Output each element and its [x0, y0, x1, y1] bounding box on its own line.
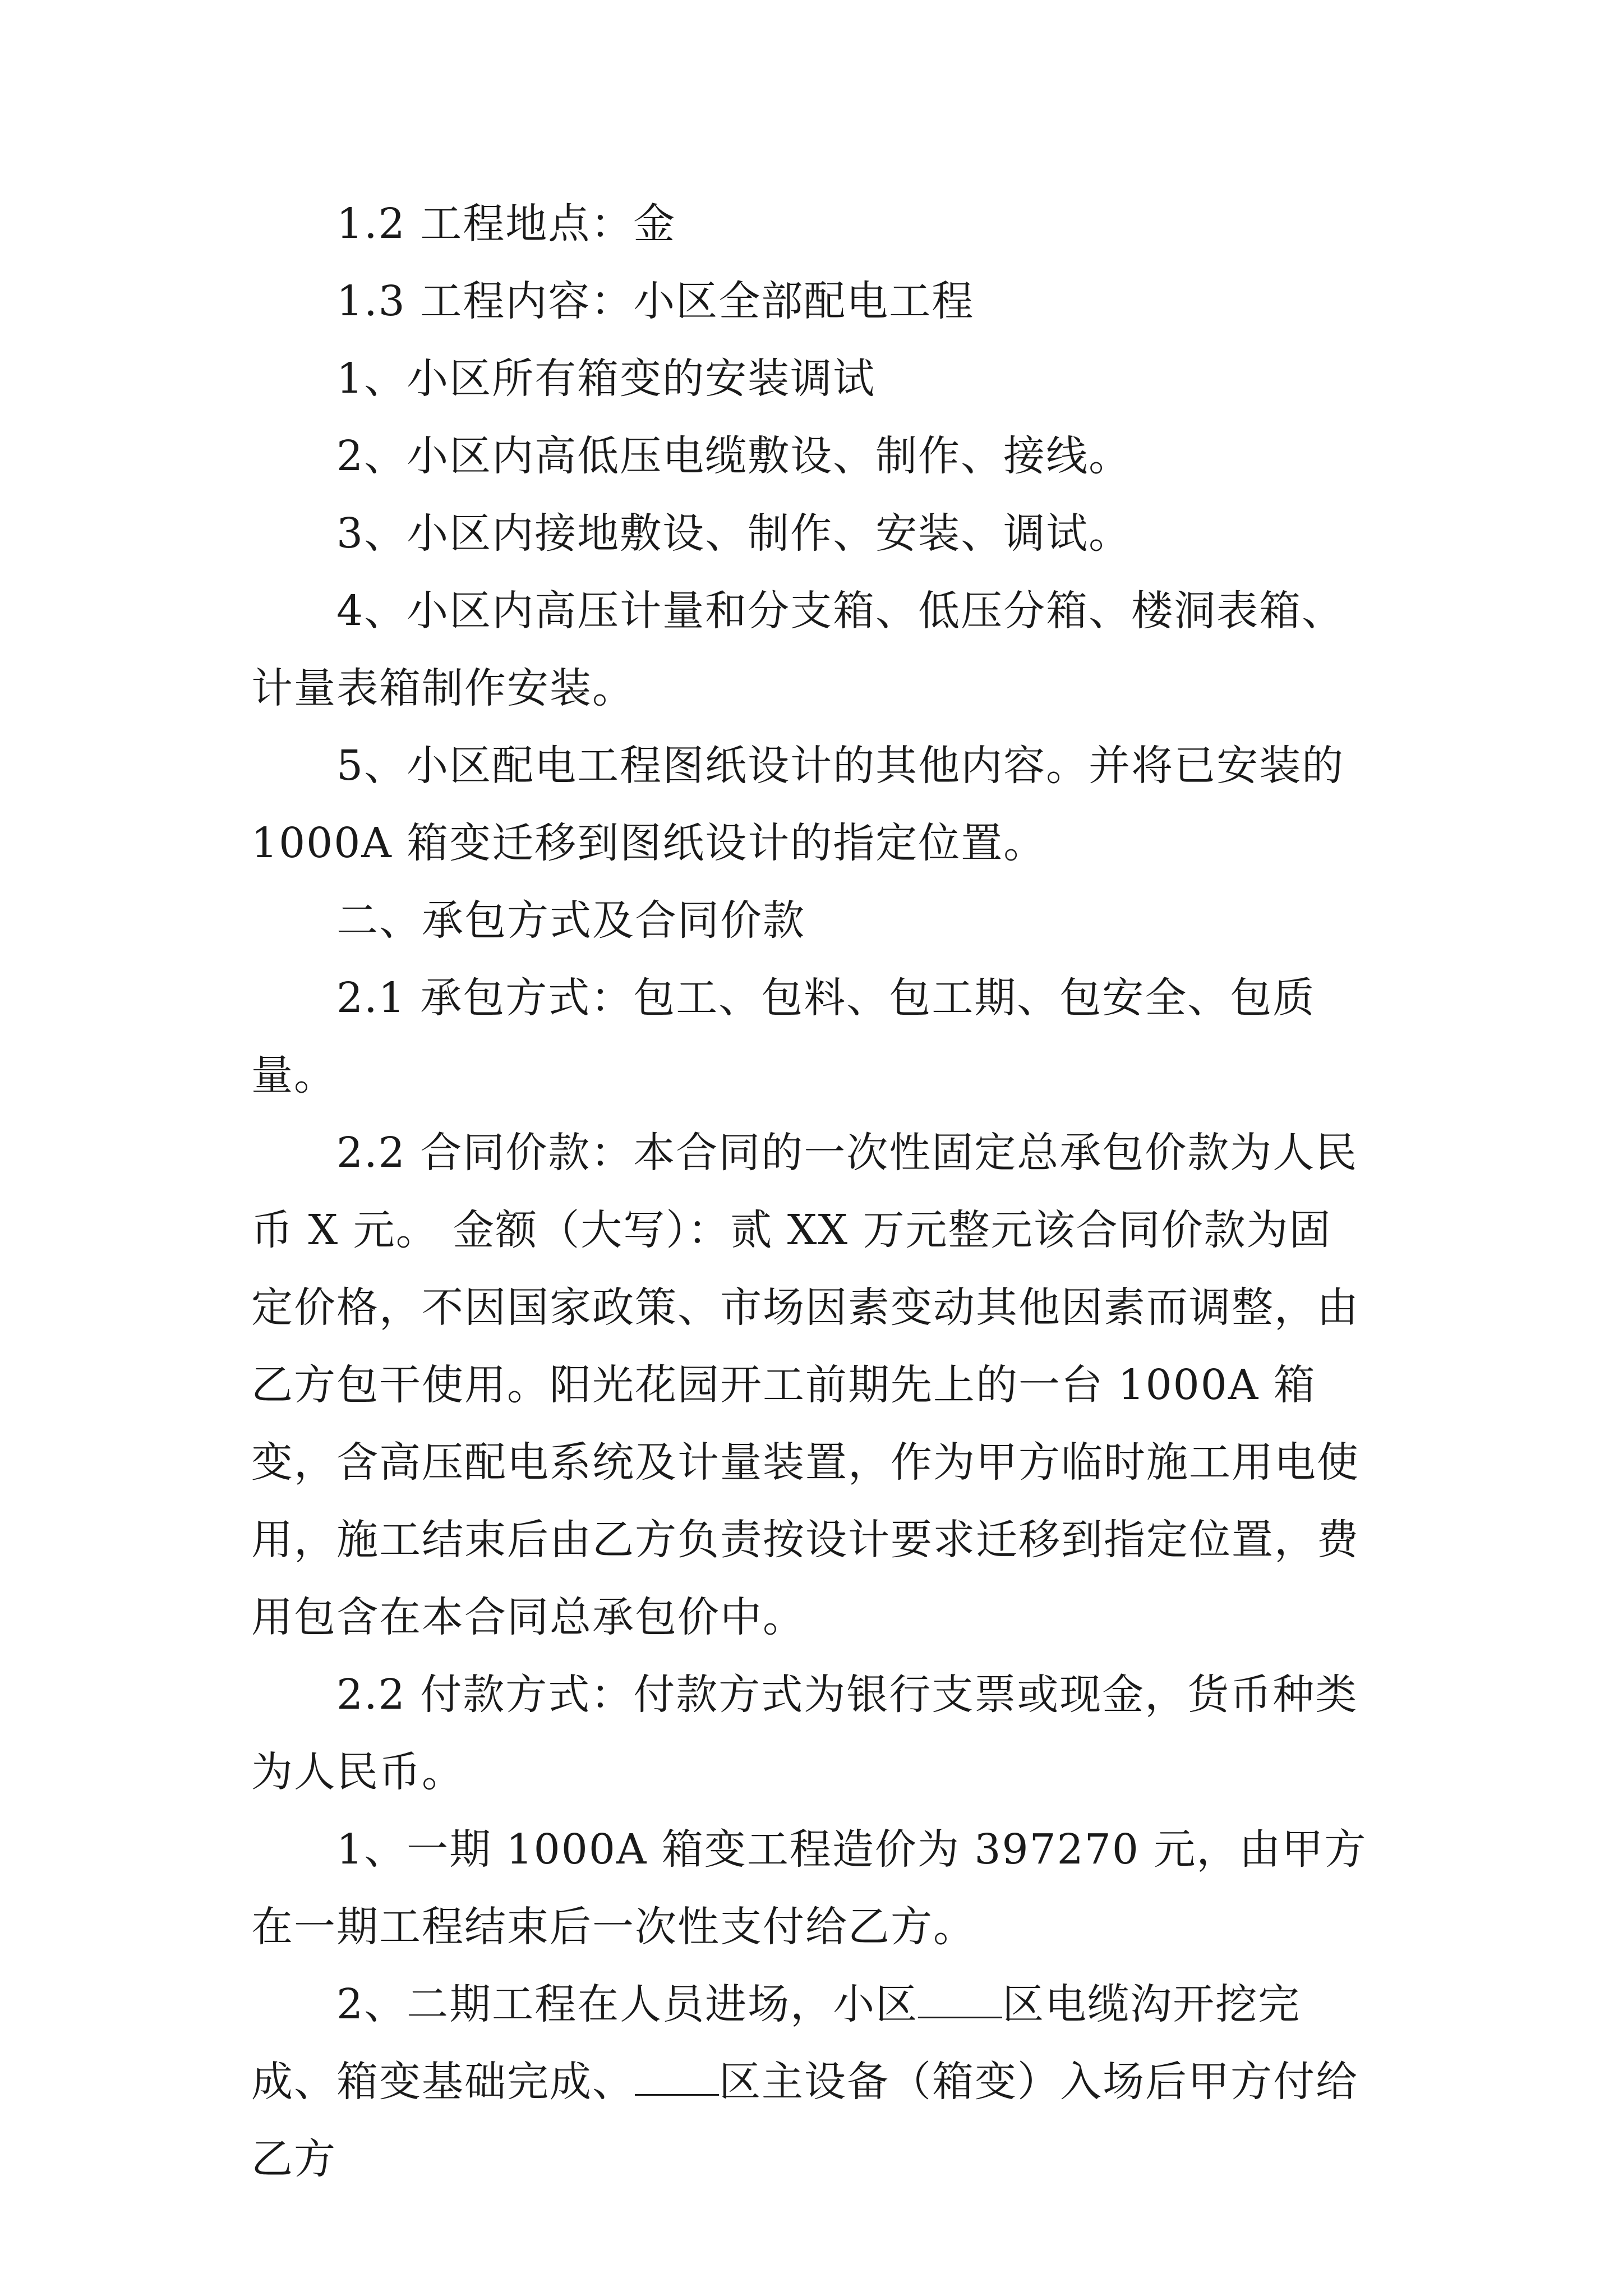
paragraph-item-1: 1、小区所有箱变的安装调试 — [336, 355, 876, 403]
phase-two-text-2: 区电缆沟开挖完成、箱变基础完成、 — [251, 1980, 1301, 2106]
paragraph-phase-one: 1、一期 1000A 箱变工程造价为 397270 元，由甲方在一期工程结束后一次性支付给乙方。 — [251, 1825, 1367, 1951]
paragraph-location: 1.2 工程地点：金 — [336, 200, 676, 248]
phase-two-text-1: 2、二期工程在人员进场，小区 — [336, 1980, 919, 2028]
paragraph-content: 1.3 工程内容：小区全部配电工程 — [336, 277, 975, 325]
paragraph-item-2: 2、小区内高低压电缆敷设、制作、接线。 — [336, 432, 1132, 480]
paragraph-item-5: 5、小区配电工程图纸设计的其他内容。并将已安装的1000A 箱变迁移到图纸设计的指定位置。 — [251, 742, 1345, 867]
section-heading-contract: 二、承包方式及合同价款 — [336, 896, 805, 945]
phase-two-text-3: 区主设备（箱变）入场后甲方付给乙方 — [251, 2058, 1358, 2183]
blank-field-1 — [918, 1979, 1002, 2018]
paragraph-phase-two — [251, 1966, 1373, 2198]
blank-field-2 — [635, 2056, 719, 2096]
document-body — [251, 185, 1373, 2198]
paragraph-contract-price: 2.2 合同价款：本合同的一次性固定总承包价款为人民币 X 元。 金额（大写）：贰 XX 万元整元该合同价款为固定价格，不因国家政策、市场因素变动其他因素而调整，由乙方包干使用。阳光花园开工前期先上的一台 1000A 箱变，含高压配电系统及计量装置，作为甲方临时施工用电使用，施工结束后由乙方负责按设计要求迁移到指定位置，费用包含在本合同总承包价中。 — [251, 1129, 1359, 1641]
paragraph-payment-method: 2.2 付款方式：付款方式为银行支票或现金，货币种类为人民币。 — [251, 1671, 1358, 1796]
paragraph-item-3: 3、小区内接地敷设、制作、安装、调试。 — [336, 509, 1132, 558]
paragraph-contract-method: 2.1 承包方式：包工、包料、包工期、包安全、包质量。 — [251, 974, 1316, 1099]
paragraph-item-4: 4、小区内高压计量和分支箱、低压分箱、楼洞表箱、计量表箱制作安装。 — [251, 587, 1345, 712]
